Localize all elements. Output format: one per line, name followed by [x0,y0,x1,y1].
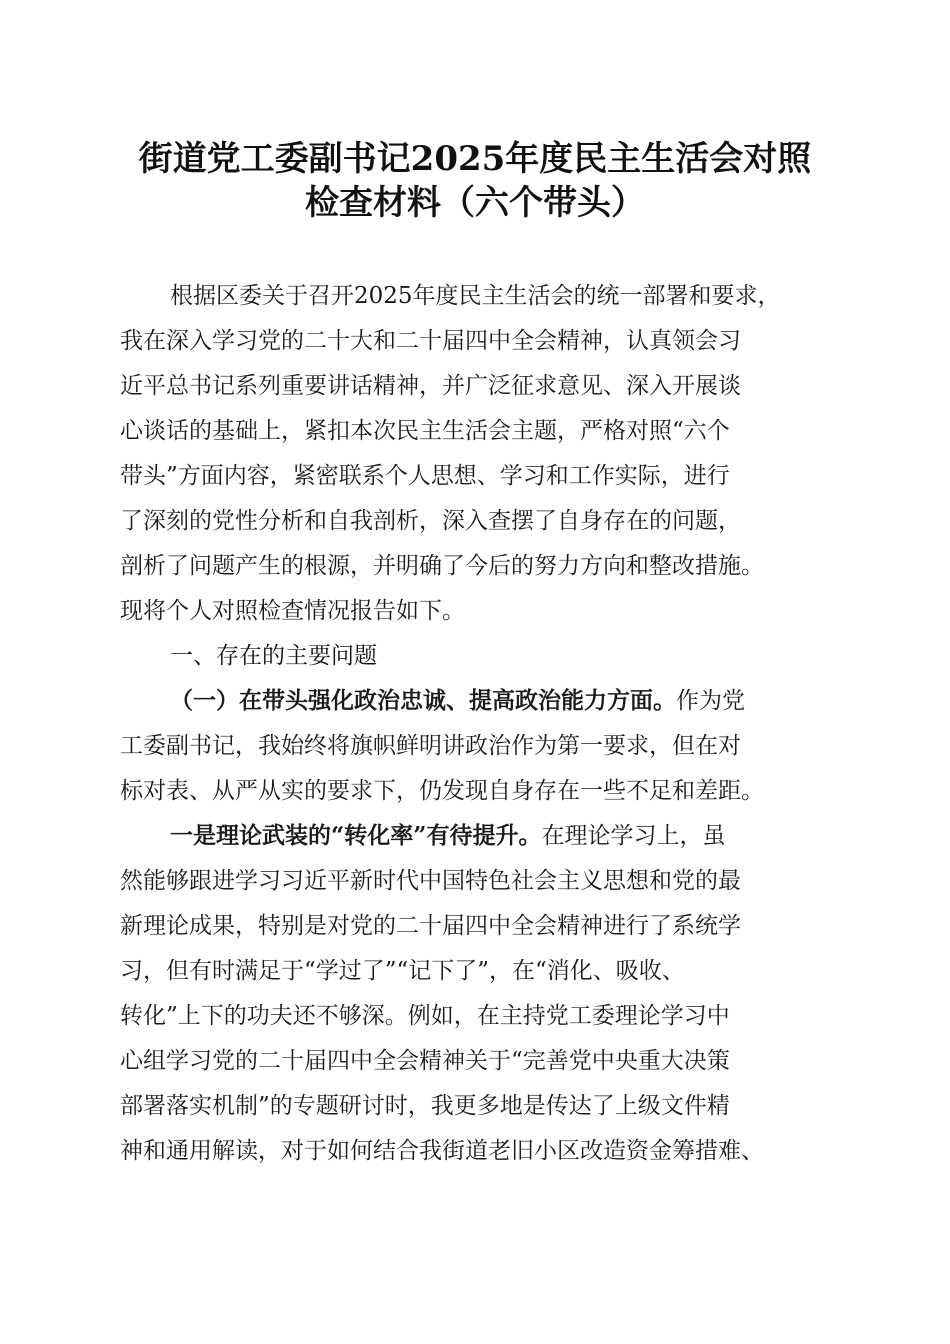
document-title-line-2: 检查材料（六个带头） [305,183,645,223]
subsection-line: 标对表、从严从实的要求下，仍发现自身存在一些不足和差距。 [120,778,764,804]
intro-line: 带头”方面内容，紧密联系个人思想、学习和工作实际，进行 [120,463,730,489]
intro-line: 剖析了问题产生的根源，并明确了今后的努力方向和整改措施。 [120,553,764,579]
point-line: 心组学习党的二十届四中全会精神关于“完善党中央重大决策 [120,1048,730,1074]
point-line: 神和通用解读，对于如何结合我街道老旧小区改造资金筹措难、 [120,1138,764,1164]
subsection-rest: 作为党 [676,688,745,714]
point-first-line [170,821,840,851]
intro-line: 根据区委关于召开2025年度民主生活会的统一部署和要求， [170,283,781,309]
point-rest: 在理论学习上，虽 [541,823,726,849]
point-line: 然能够跟进学习习近平新时代中国特色社会主义思想和党的最 [120,868,741,894]
intro-line: 心谈话的基础上，紧扣本次民主生活会主题，严格对照“六个 [120,418,730,444]
point-lead: 一是理论武装的“转化率”有待提升。 [170,822,542,849]
subsection-lead: （一）在带头强化政治忠诚、提高政治能力方面。 [170,688,676,714]
document-title-line-1: 街道党工委副书记2025年度民主生活会对照 [138,139,812,179]
intro-line: 了深刻的党性分析和自我剖析，深入查摆了自身存在的问题， [120,508,741,534]
intro-line: 我在深入学习党的二十大和二十届四中全会精神，认真领会习 [120,328,741,354]
intro-line: 近平总书记系列重要讲话精神，并广泛征求意见、深入开展谈 [120,373,741,399]
intro-line: 现将个人对照检查情况报告如下。 [120,598,465,624]
point-line: 新理论成果，特别是对党的二十届四中全会精神进行了系统学 [120,913,741,939]
subsection-first-line [170,686,840,716]
point-line: 部署落实机制”的专题研讨时，我更多地是传达了上级文件精 [120,1093,730,1119]
point-line: 转化”上下的功夫还不够深。例如，在主持党工委理论学习中 [120,1003,730,1029]
point-line: 习，但有时满足于“学过了”“记下了”，在“消化、吸收、 [120,958,685,984]
section-heading: 一、存在的主要问题 [170,643,377,669]
subsection-line: 工委副书记，我始终将旗帜鲜明讲政治作为第一要求，但在对 [120,733,741,759]
